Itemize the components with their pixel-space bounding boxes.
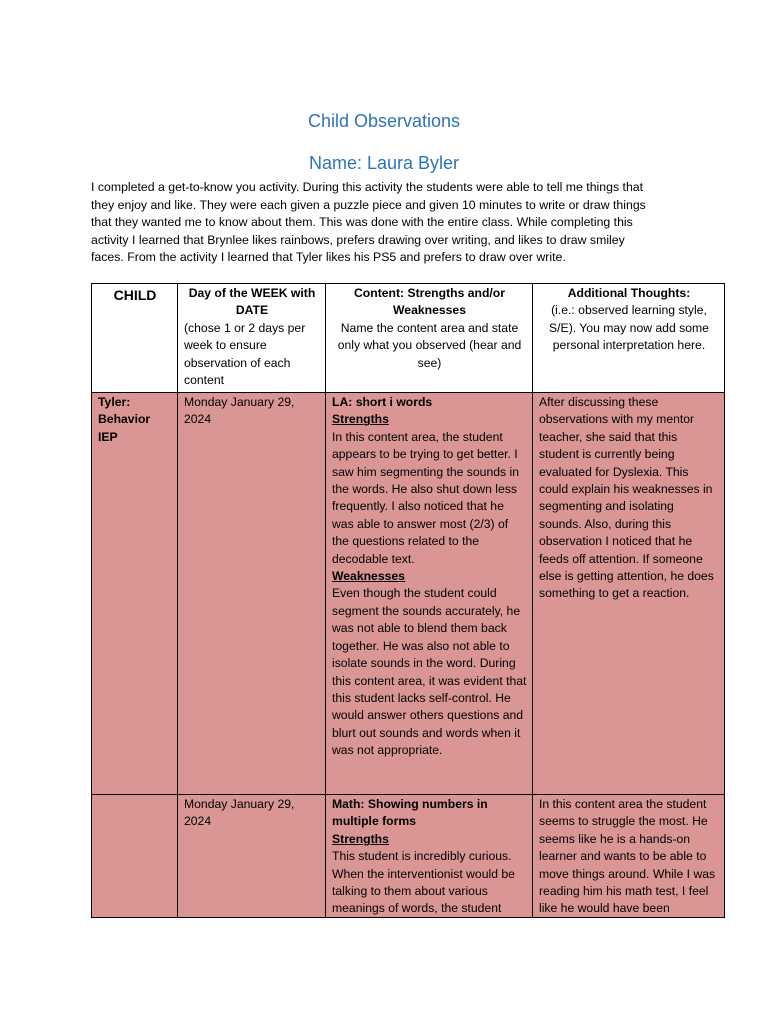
thoughts-text: In this content area the student seems to struggle the most. He seems like he is a hands-on learner and wants to be able to move things around. While I was reading him his math test, I feel like he would have been [539, 797, 716, 916]
child-name: Tyler: [98, 395, 131, 409]
date-cell [178, 795, 326, 918]
content-clip [332, 796, 527, 916]
document-title: Child Observations [307, 111, 461, 131]
header-content [326, 284, 533, 393]
strengths-label: Strengths [332, 412, 389, 427]
observation-table [91, 283, 725, 918]
header-child [92, 284, 178, 393]
intro-line: I completed a get-to-know you activity. During this activity the students were able to tell me things that [91, 180, 644, 194]
intro-paragraph [91, 179, 691, 267]
child-cell [92, 393, 178, 795]
weaknesses-label: Weaknesses [332, 569, 405, 584]
thoughts-clip [539, 796, 719, 916]
header-thoughts-title: Additional Thoughts: [567, 286, 691, 300]
header-thoughts [533, 284, 725, 393]
intro-line: activity I learned that Brynlee likes rainbows, prefers drawing over writing, and likes to draw smiley [91, 232, 625, 247]
child-cell [92, 795, 178, 918]
intro-line: faces. From the activity I learned that Tyler likes his PS5 and prefers to draw over write. [91, 250, 566, 265]
weaknesses-text: Even though the student could segment the sounds accurately, he was not able to blend them back together. He was also not able to isolate sounds in the word. During this content area, it was evident that this student lacks self-control. He would answer others questions and blurt out sounds and words when it was not appropriate. [332, 586, 527, 758]
strengths-text: In this content area, the student appears to be trying to get better. I saw him segmenting the sounds in the words. He also shut down less frequently. I also noticed that he was able to answer most (2/3) of the questions related to the decodable text. [332, 429, 519, 566]
table-row [92, 393, 725, 795]
child-note: Behavior IEP [98, 412, 151, 444]
intro-line: that they wanted me to know about them. This was done with the entire class. While completing this [91, 215, 633, 230]
header-day-sub: (chose 1 or 2 days per week to ensure observation of each content [184, 320, 306, 388]
observation-date: Monday January 29, 2024 [184, 395, 295, 427]
header-row [92, 284, 725, 393]
thoughts-text: After discussing these observations with my mentor teacher, she said that this student is currently being evaluated for Dyslexia. This could explain his weaknesses in segmenting and isolating sounds. Also, during this observation I noticed that he feeds off attention. If someone else is getting attention, he does something to get a reaction. [539, 395, 714, 601]
header-content-sub: Name the content area and state only what you observed (hear and see) [337, 320, 522, 370]
date-cell [178, 393, 326, 795]
header-thoughts-sub: (i.e.: observed learning style, S/E). You may now add some personal interpretation here. [549, 303, 709, 353]
header-child-label: CHILD [113, 287, 157, 303]
thoughts-cell [533, 795, 725, 918]
author-name-line: Name: Laura Byler [308, 153, 460, 173]
strengths-label: Strengths [332, 831, 389, 846]
header-content-title: Content: Strengths and/or Weaknesses [354, 286, 505, 318]
content-cell [326, 795, 533, 918]
content-area: LA: short i words [332, 395, 433, 409]
content-cell [326, 393, 533, 795]
table-row [92, 795, 725, 918]
observation-date: Monday January 29, 2024 [184, 797, 295, 829]
strengths-text: This student is incredibly curious. When the interventionist would be talking to them about various meanings of words, the student [332, 849, 515, 916]
header-day [178, 284, 326, 393]
content-area: Math: Showing numbers in multiple forms [332, 797, 488, 829]
header-day-title: Day of the WEEK with DATE [188, 286, 316, 318]
intro-line: they enjoy and like. They were each given a puzzle piece and given 10 minutes to write or draw things [91, 197, 646, 212]
thoughts-cell [533, 393, 725, 795]
